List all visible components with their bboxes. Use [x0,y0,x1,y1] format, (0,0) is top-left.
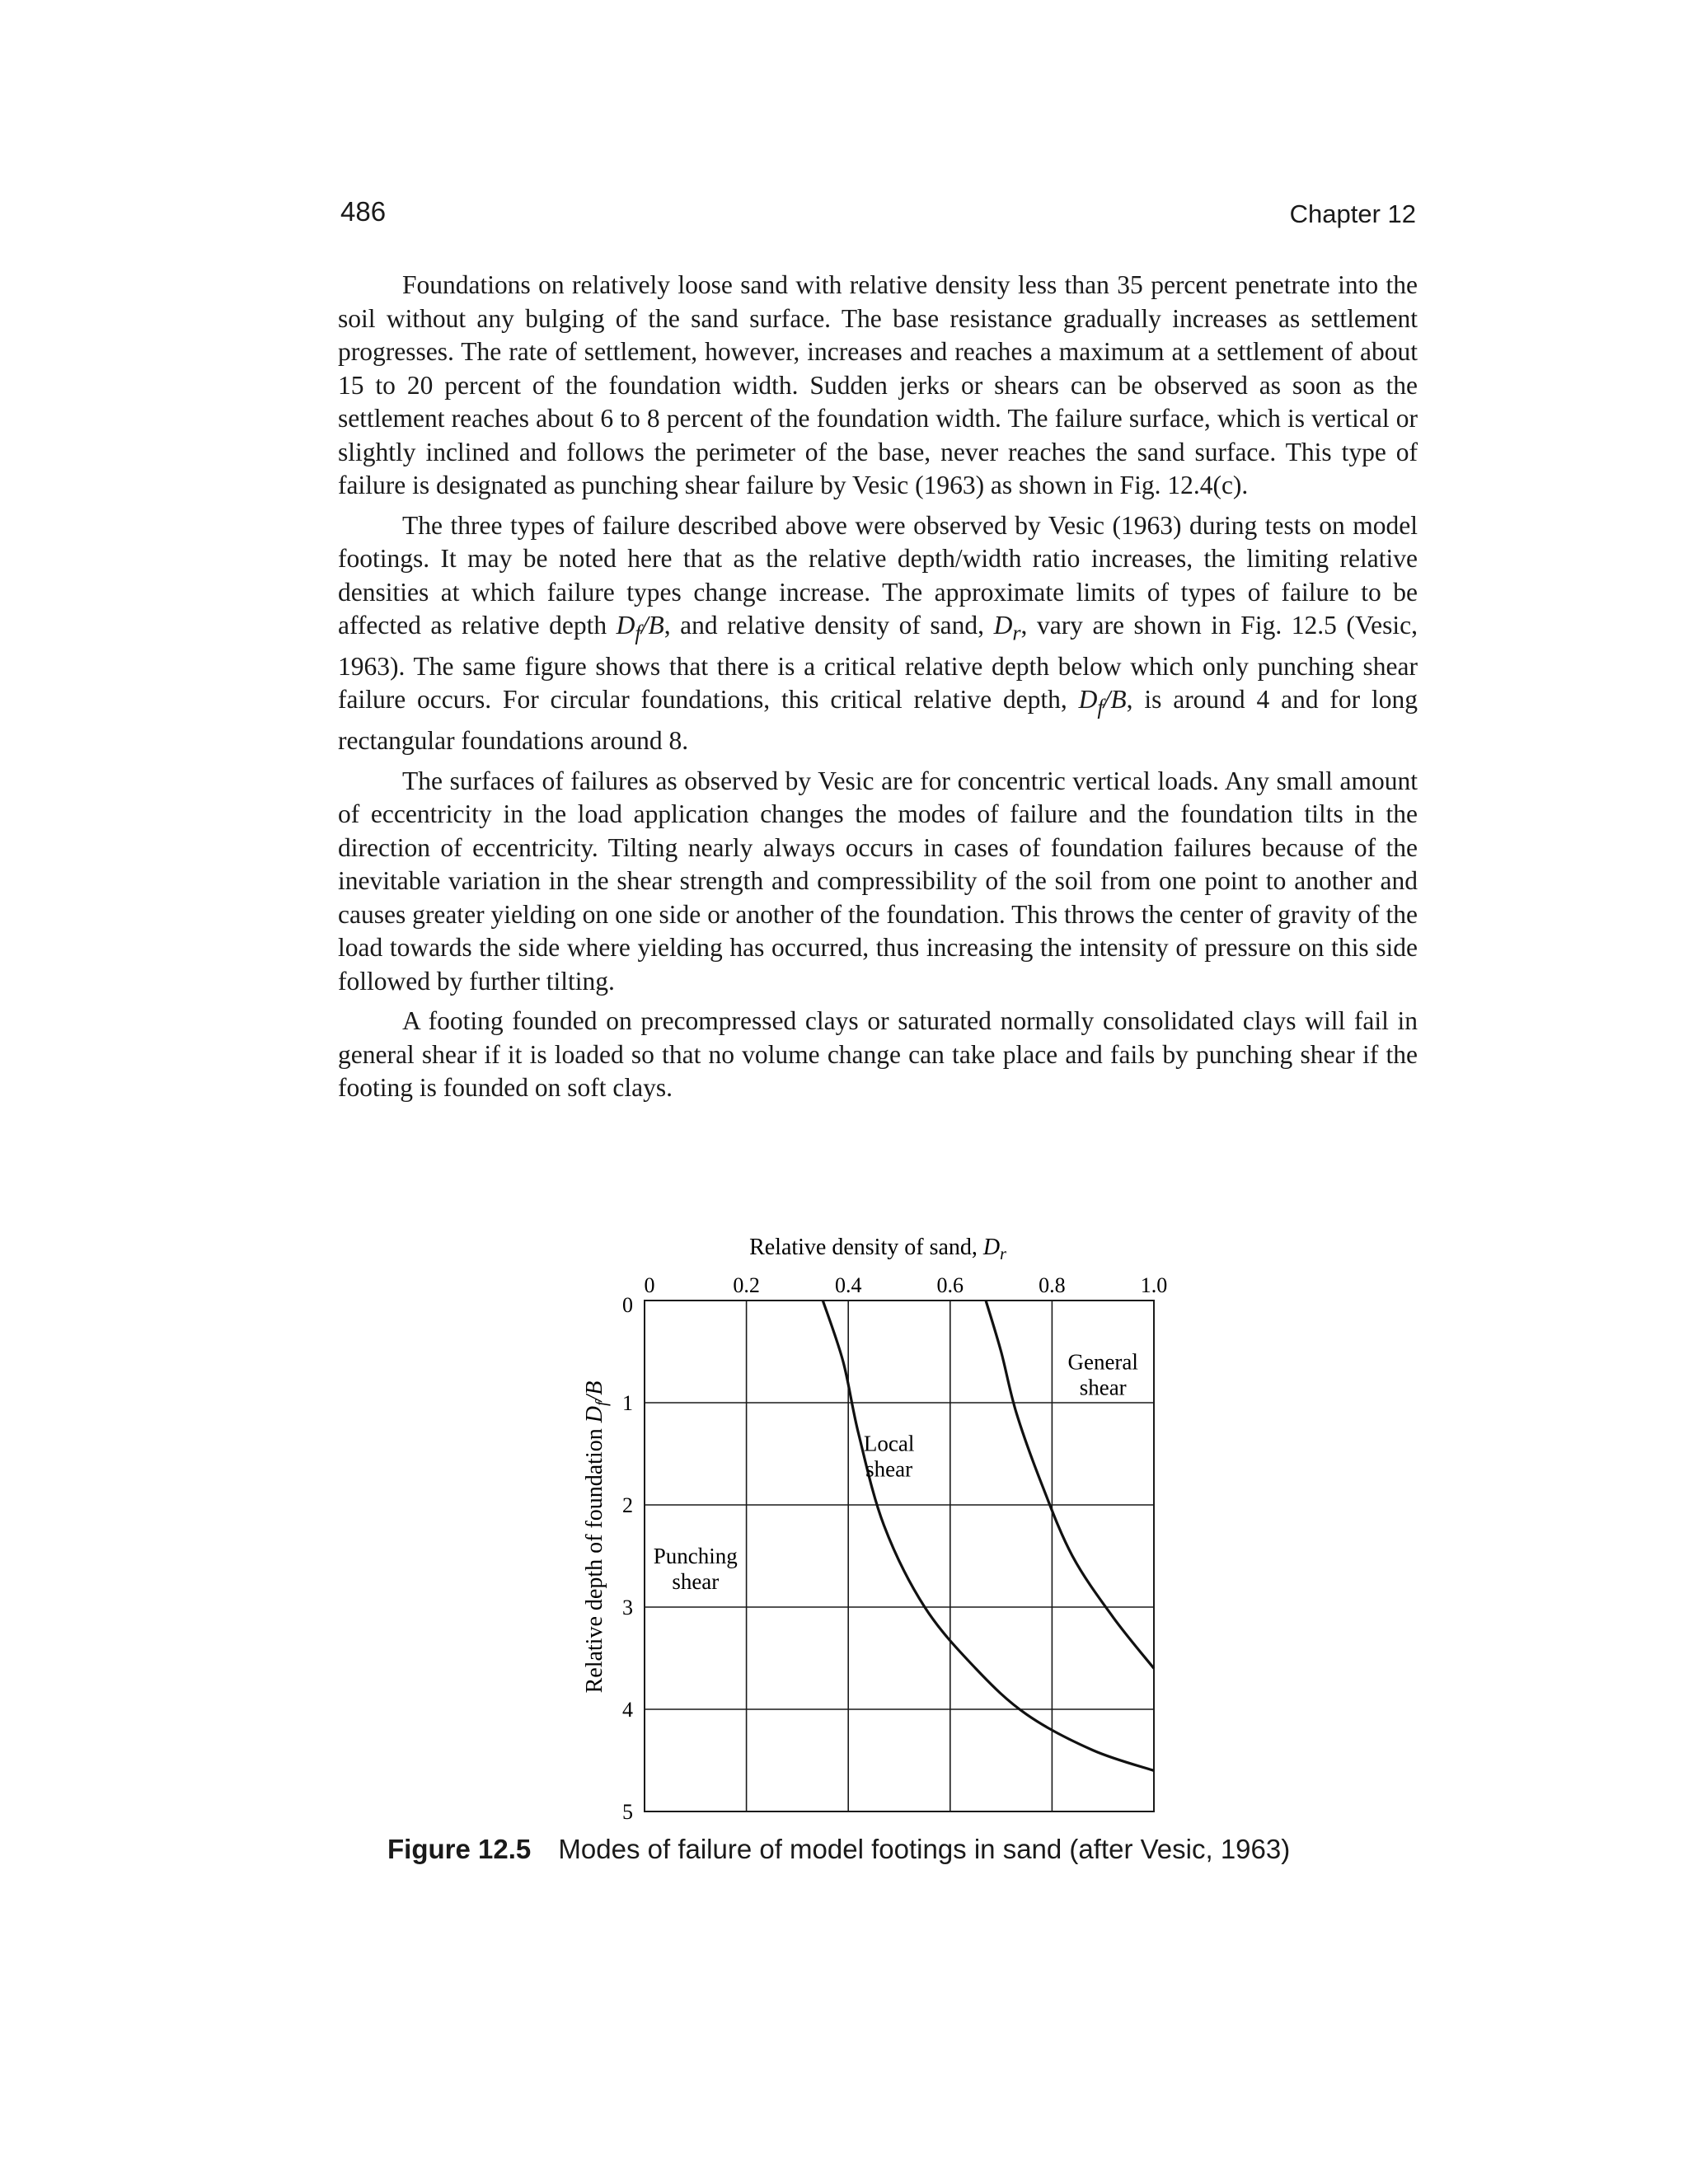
x-tick-label: 0.8 [1039,1273,1066,1297]
y-tick-label: 0 [622,1293,633,1317]
annotation-label: shear [865,1456,913,1482]
annotation-label: General [1067,1349,1138,1375]
y-axis-title: Relative depth of foundation $D_f/B$ [582,1380,611,1694]
x-axis-title: Relative density of sand, $D_r$ [749,1235,1006,1263]
x-tick-label: 0.4 [834,1273,862,1297]
paragraph-4: A footing founded on precompressed clays or saturated normally consolidated clays will fail in general shear if it is loaded so that no volume change can take place and fails by punching shear if the footing is founded on soft clays. [338,1006,1418,1103]
page-number: 486 [340,196,387,227]
figure-caption-text: Modes of failure of model footings in sand (after Vesic, 1963) [558,1834,1291,1864]
body-text [338,269,1418,1112]
y-tick-label: 4 [622,1698,633,1722]
paragraph-3: The surfaces of failures as observed by Vesic are for concentric vertical loads. Any small amount of eccentricity in the load application changes the modes of failure and the foundation tilts in the direction of eccentricity. Tilting nearly always occurs in cases of foundation failures because of the inevitable variation in the shear strength and compressibility of the soil from one point to another and causes greater yielding on one side or another of the foundation. This throws the center of gravity of the load towards the side where yielding has occurred, thus increasing the intensity of pressure on this side followed by further tilting. [338,766,1418,996]
paragraph-1: Foundations on relatively loose sand with relative density less than 35 percent penetrate into the soil without any bulging of the sand surface. The base resistance gradually increases as settlement progresses. The rate of settlement, however, increases and reaches a maximum at a settlement of about 15 to 20 percent of the foundation width. Sudden jerks or shears can be observed as soon as the settlement reaches about 6 to 8 percent of the foundation width. The failure surface, which is vertical or slightly inclined and follows the perimeter of the base, never reaches the sand surface. This type of failure is designated as punching shear failure by Vesic (1963) as shown in Fig. 12.4(c). [338,270,1418,499]
y-tick-label: 3 [622,1596,633,1619]
y-tick-label: 5 [622,1800,633,1821]
chapter-title: Chapter 12 [1289,199,1416,228]
x-tick-label: 1.0 [1140,1273,1168,1297]
figure-12-5 [569,1228,1195,1821]
figure-caption [387,1834,1290,1865]
x-tick-label: 0.6 [936,1273,964,1297]
annotation-label: shear [672,1569,720,1594]
figure-label: Figure 12.5 [387,1834,532,1864]
y-tick-label: 2 [622,1493,633,1517]
annotation-label: Local [863,1431,915,1456]
annotation-label: Punching [653,1544,738,1568]
y-tick-label: 1 [622,1391,633,1415]
x-tick-label: 0.2 [733,1273,760,1297]
annotation-label: shear [1079,1375,1127,1400]
paragraph-2: The three types of failure described above were observed by Vesic (1963) during tests on model footings. It may be noted here that as the relative depth/width ratio increases, the limiting relative densities at which failure types change increase. The approximate limits of types of failure to be affected as relative depth $D_f/B$, and relative density of sand, $D_r$, vary are shown in Fig. 12.5 (Vesic, 1963). The same figure shows that there is a critical relative depth below which only punching shear failure occurs. For circular foundations, this critical relative depth, $D_f/B$, is around 4 and for long rectangular foundations around 8. [338,510,1418,756]
failure-modes-chart [569,1228,1195,1821]
x-tick-label: 0 [644,1273,655,1297]
